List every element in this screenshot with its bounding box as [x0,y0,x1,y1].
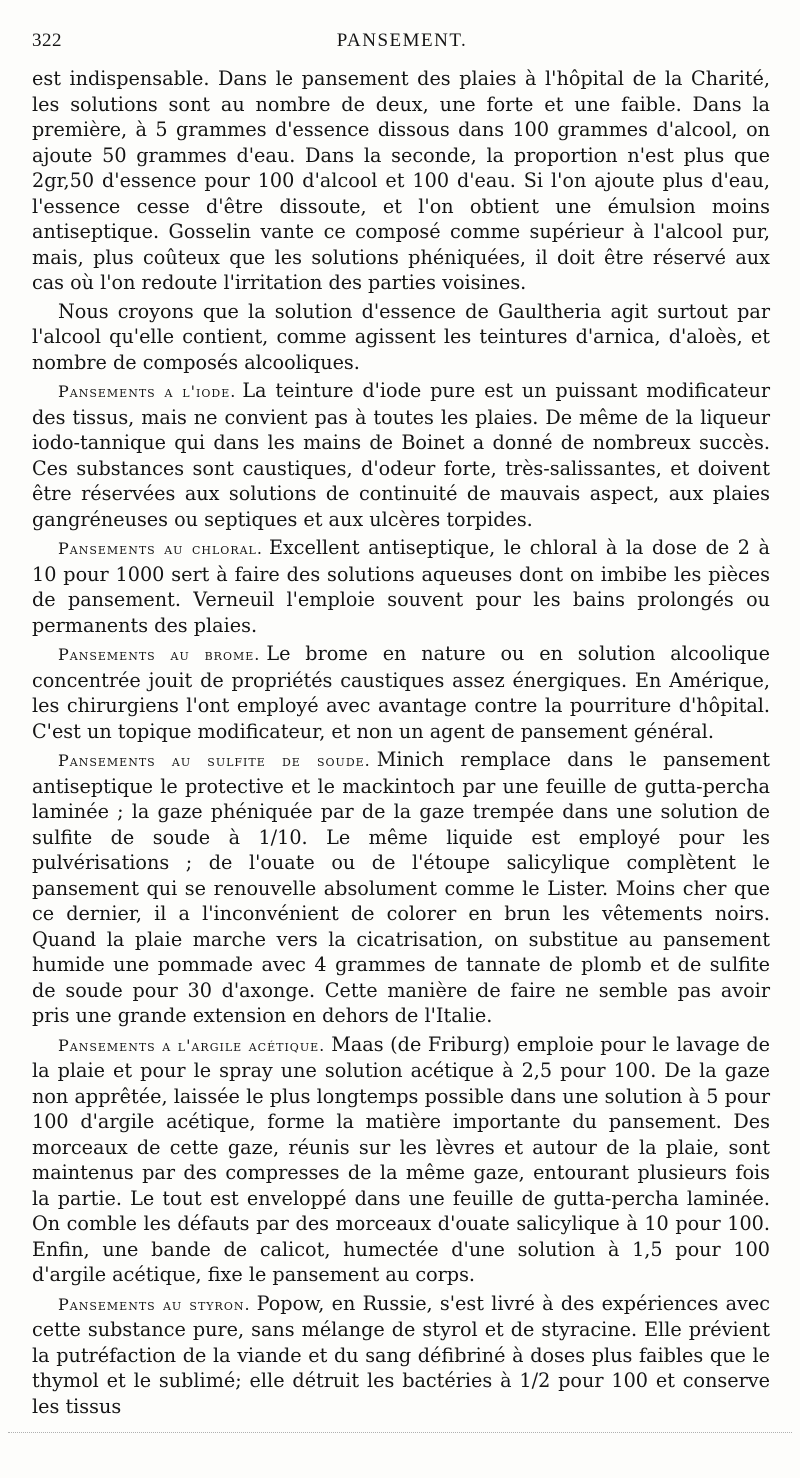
paragraph [32,378,770,532]
paragraph-text: La teinture d'iode pure est un puissant modificateur des tissus, mais ne convient pas à toutes les plaies. De même de la liqueur iodo-tannique qui dans les mains de Boinet a donné de nombreux succès. Ces substances sont caustiques, d'odeur forte, très-salissantes, et doivent être réservées aux solutions de continuité de mauvais aspect, aux plaies gangréneuses ou septiques et aux ulcères torpides. [32,379,770,531]
page-body [32,66,770,1422]
paragraph-text: Maas (de Friburg) emploie pour le lavage de la plaie et pour le spray une solution acétique à 2,5 pour 100. De la gaze non apprêtée, laissée le plus longtemps possible dans une solution à 5 pour 100 d'argile acétique, forme la matière importante du pansement. Des morceaux de cette gaze, réunis sur les lèvres et autour de la plaie, sont maintenus par des compresses de la même gaze, entourant plusieurs fois la partie. Le tout est enveloppé dans une feuille de gutta-percha laminée. On comble les défauts par des morceaux d'ouate salicylique à 10 pour 100. Enfin, une bande de calicot, humectée d'une solution à 1,5 pour 100 d'argile acétique, fixe le pansement au corps. [32,1032,770,1286]
section-heading: Pansements a l'argile acétique. [58,1035,326,1055]
paragraph [32,641,770,744]
paragraph-text: Excellent antiseptique, le chloral à la dose de 2 à 10 pour 1000 sert à faire des solutions aqueuses dont on imbibe les pièces de pansement. Verneuil l'emploie souvent pour les bains prolongés ou permanents des plaies. [32,536,770,637]
page-header [32,30,772,58]
paragraph [32,299,770,376]
paragraph-text: Le brome en nature ou en solution alcoolique concentrée jouit de propriétés caustiques assez énergiques. En Amérique, les chirurgiens l'ont employé avec avantage contre la pourriture d'hôpital. C'est un topique modificateur, et non un agent de pansement général. [32,642,770,743]
paragraph-text: Nous croyons que la solution d'essence de Gaultheria agit surtout par l'alcool qu'elle contient, comme agissent les teintures d'arnica, d'aloès, et nombre de composés alcooliques. [32,299,770,374]
section-heading: Pansements au brome. [58,645,261,664]
section-heading: Pansements a l'iode. [58,382,237,401]
section-heading: Pansements au sulfite de soude. [58,751,371,770]
section-heading: Pansements au chloral. [58,539,263,558]
paragraph [32,66,770,296]
running-title: PANSEMENT. [336,30,468,51]
paragraph [32,1291,770,1420]
page-number: 322 [32,30,62,51]
paragraph [32,535,770,638]
paragraph [32,747,770,1029]
paragraph-text: Minich remplace dans le pansement antiseptique le protective et le mackintoch par une feuille de gutta-percha laminée ; la gaze phéniquée par de la gaze trempée dans une solution de sulfite de soude à 1/10. Le même liquide est employé pour les pulvérisations ; de l'ouate ou de l'étoupe salicylique complètent le pansement qui se renouvelle absolument comme le Lister. Moins cher que ce dernier, il a l'inconvénient de colorer en brun les vêtements noirs. Quand la plaie marche vers la cicatrisation, on substitue au pansement humide une pommade avec 4 grammes de tannate de plomb et de sulfite de soude pour 30 d'axonge. Cette manière de faire ne semble pas avoir pris une grande extension en dehors de l'Italie. [32,748,770,1027]
section-heading: Pansements au styron. [58,1294,251,1314]
paragraph-text: Popow, en Russie, s'est livré à des expériences avec cette substance pure, sans mélange de styrol et de styracine. Elle prévient la putréfaction de la viande et du sang défibriné à doses plus faibles que le thymol et le sublimé; elle détruit les bactéries à 1/2 pour 100 et conserve les tissus [32,1291,770,1418]
footer-rule [8,1432,792,1433]
paragraph-text: est indispensable. Dans le pansement des plaies à l'hôpital de la Charité, les solutions sont au nombre de deux, une forte et une faible. Dans la première, à 5 grammes d'essence dissous dans 100 grammes d'alcool, on ajoute 50 grammes d'eau. Dans la seconde, la proportion n'est plus que 2gr,50 d'essence pour 100 d'alcool et 100 d'eau. Si l'on ajoute plus d'eau, l'essence cesse d'être dissoute, et l'on obtient une émulsion moins antiseptique. Gosselin vante ce composé comme supérieur à l'alcool pur, mais, plus coûteux que les solutions phéniquées, il doit être réservé aux cas où l'on redoute l'irritation des parties voisines. [32,67,770,294]
paragraph [32,1032,770,1288]
